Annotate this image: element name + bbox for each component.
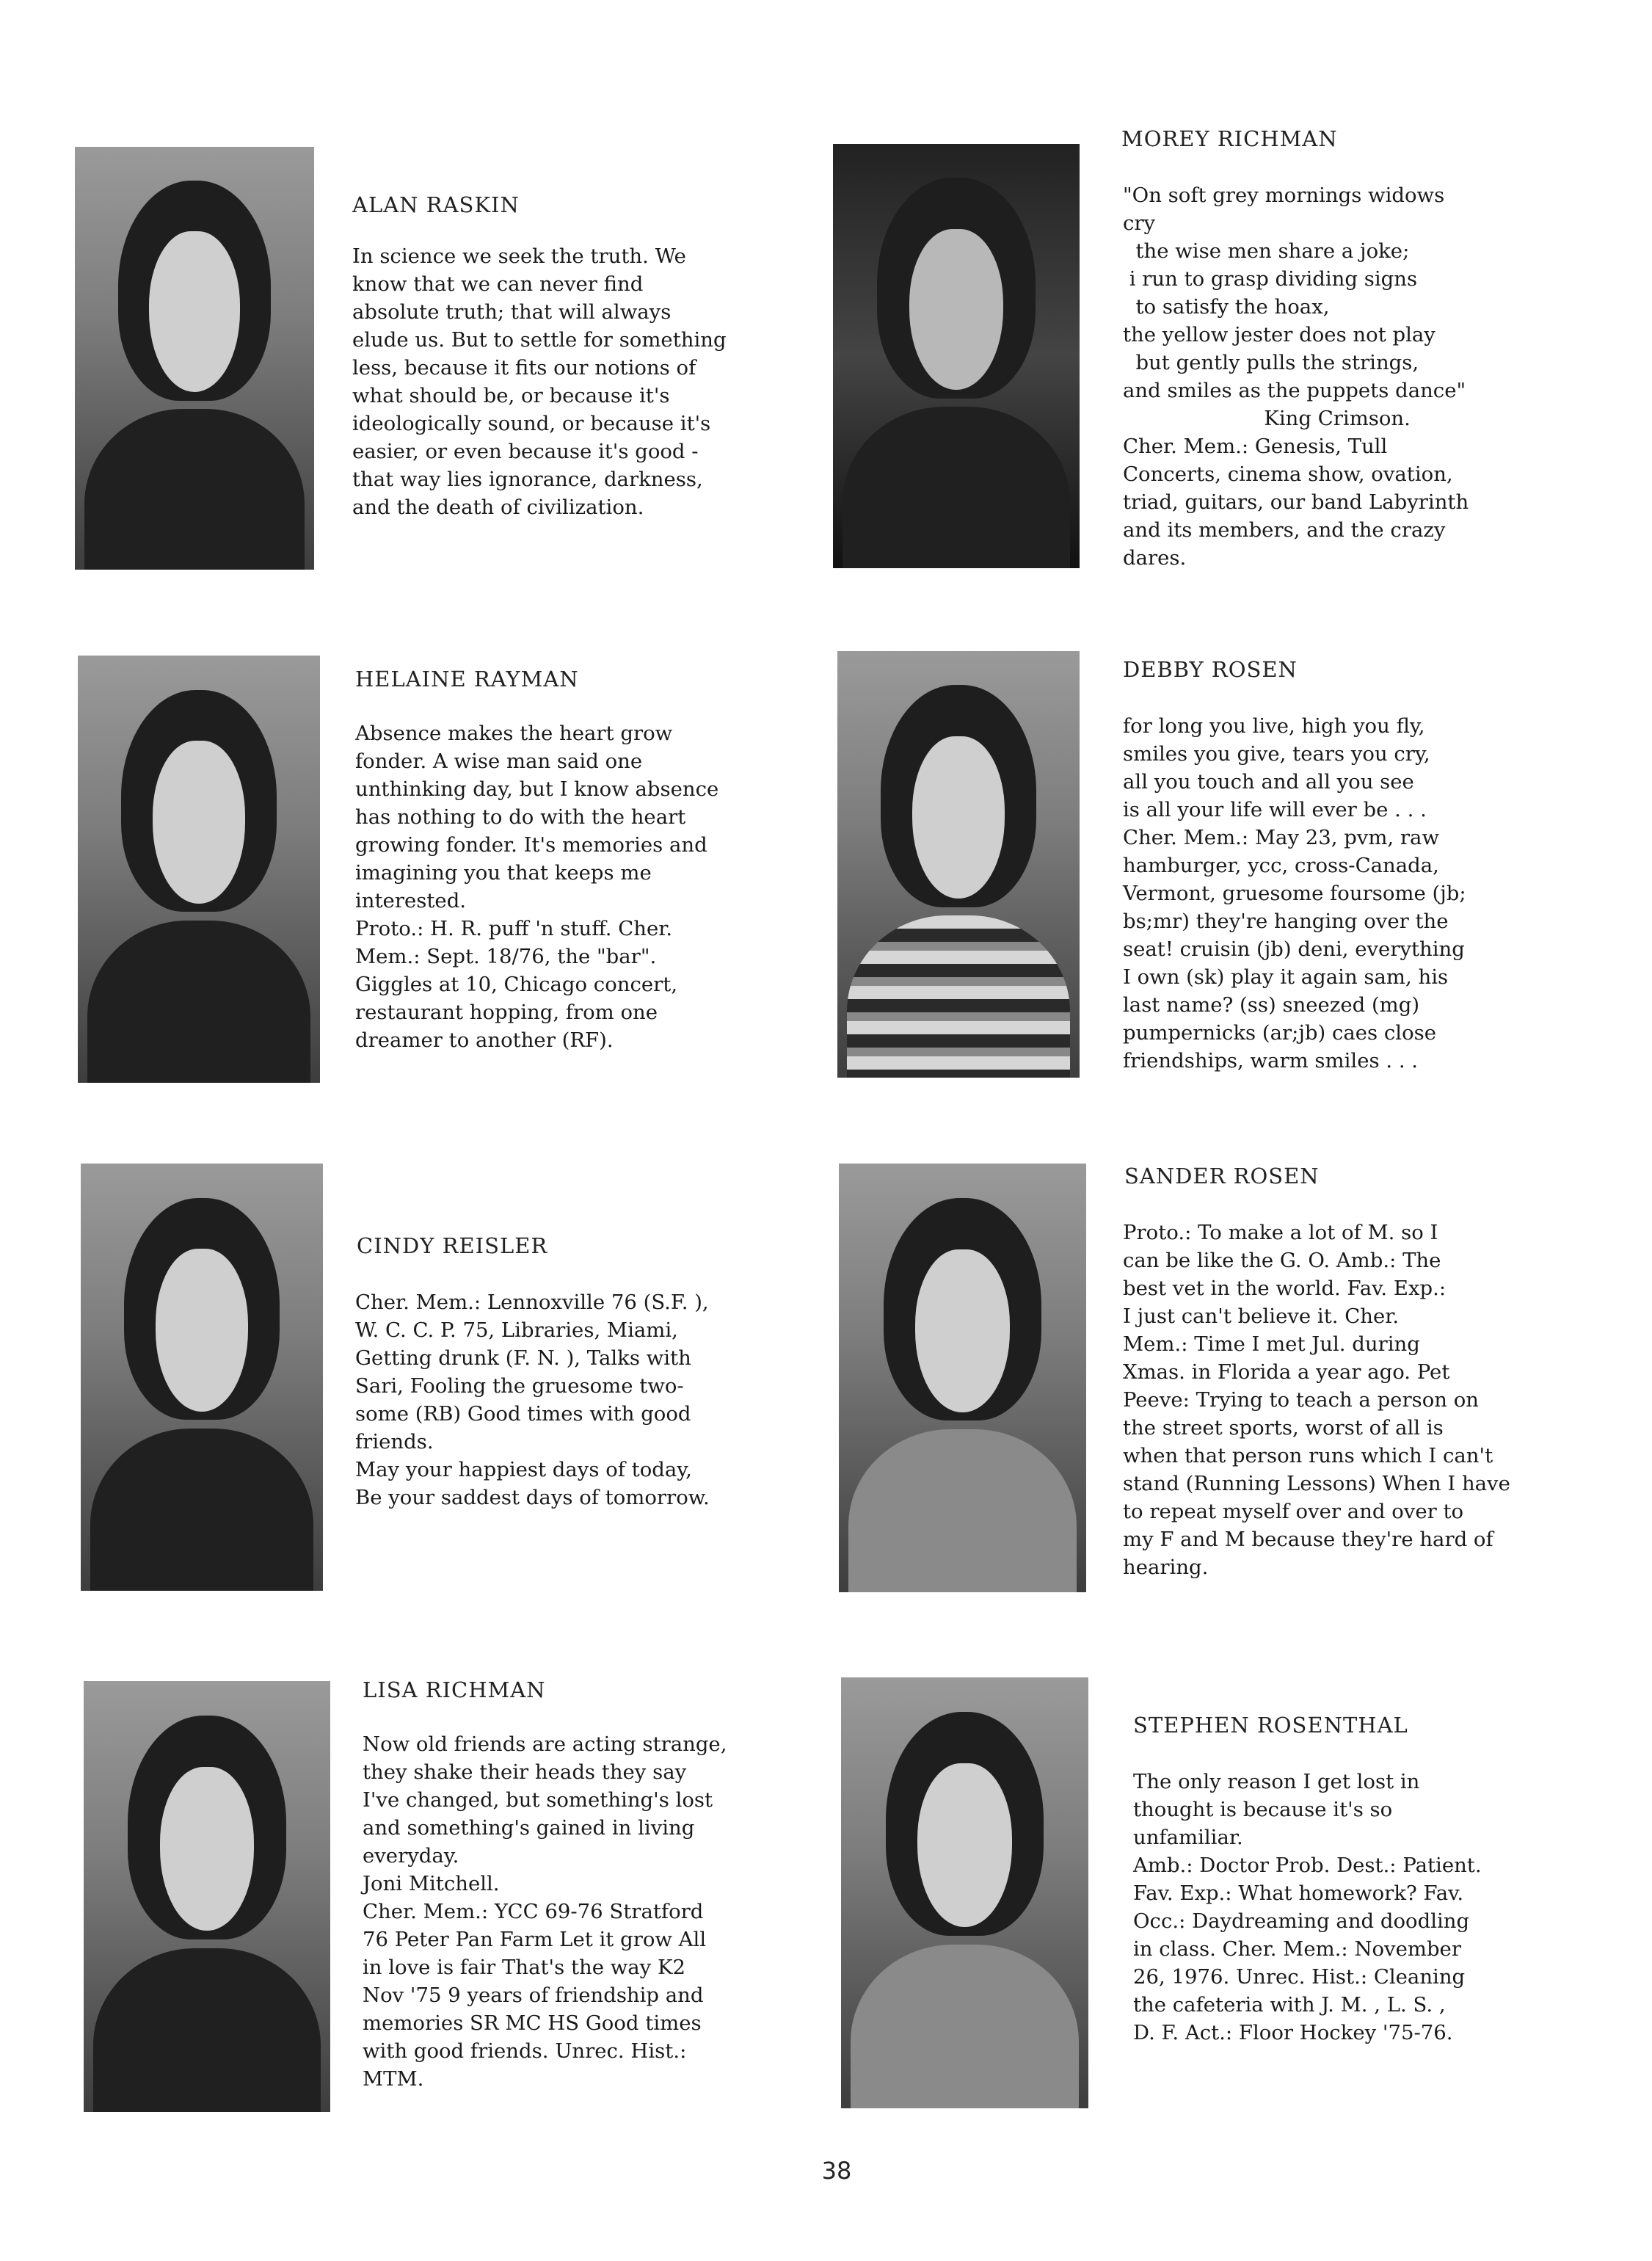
student-name: STEPHEN ROSENTHAL bbox=[1133, 1713, 1408, 1738]
student-quote: for long you live, high you fly, smiles you give, tears you cry, all you touch and all you see is all your life will ever be . . . Cher. Mem.: May 23, pvm, raw hamburger, ycc, cross-Canada, Vermont, gruesome foursome (jb; bs;mr) they're hanging over the seat! cruisin (jb) deni, everything I own (sk) play it again sam, his last name? (ss) sneezed (mg) pumpernicks (ar;jb) caes close friendships, warm smiles . . . bbox=[1123, 714, 1466, 1073]
portrait-photo-debby-rosen bbox=[837, 651, 1080, 1078]
student-quote: "On soft grey mornings widows cry the wise men share a joke; i run to grasp dividing signs to satisfy the hoax, the yellow jester does not play but gently pulls the strings, and smiles as the puppets dance" King Crimson. Cher. Mem.: Genesis, Tull Concerts, cinema show, ovation, triad, guitars, our band Labyrinth and its members, and the crazy dares. bbox=[1123, 184, 1469, 570]
student-quote: The only reason I get lost in thought is because it's so unfamiliar. Amb.: Doctor Prob. Dest.: Patient. Fav. Exp.: What homework? Fav. Occ.: Daydreaming and doodling in class. Cher. Mem.: November 26, 1976. Unrec. Hist.: Cleaning the cafeteria with J. M. , L. S. , D. F. Act.: Floor Hockey '75-76. bbox=[1133, 1770, 1482, 2044]
student-quote: Absence makes the heart grow fonder. A wise man said one unthinking day, but I know absence has nothing to do with the heart growing fonder. It's memories and imagining you that keeps me interested. Proto.: H. R. puff 'n stuff. Cher. Mem.: Sept. 18/76, the "bar". Giggles at 10, Chicago concert, restaurant hopping, from one dreamer to another (RF). bbox=[355, 722, 719, 1052]
portrait-photo-lisa-richman bbox=[84, 1681, 330, 2112]
portrait-photo-sander-rosen bbox=[839, 1164, 1086, 1592]
page-number: 38 bbox=[821, 2157, 852, 2185]
portrait-photo-morey-richman bbox=[833, 144, 1080, 568]
student-name: DEBBY ROSEN bbox=[1123, 657, 1298, 682]
student-name: CINDY REISLER bbox=[357, 1233, 548, 1258]
portrait-photo-stephen-rosenthal bbox=[841, 1677, 1088, 2108]
portrait-photo-cindy-reisler bbox=[81, 1164, 323, 1591]
student-name: LISA RICHMAN bbox=[363, 1677, 546, 1702]
student-quote: Cher. Mem.: Lennoxville 76 (S.F. ), W. C. C. P. 75, Libraries, Miami, Getting drunk (F. N. ), Talks with Sari, Fooling the gruesome two- some (RB) Good times with good friends. May your happiest days of today, Be your saddest days of tomorrow. bbox=[355, 1291, 710, 1509]
student-quote: Now old friends are acting strange, they shake their heads they say I've changed, but something's lost and something's gained in living everyday. Joni Mitchell. Cher. Mem.: YCC 69-76 Stratford 76 Peter Pan Farm Let it grow All in love is fair That's the way K2 Nov '75 9 years of friendship and memories SR MC HS Good times with good friends. Unrec. Hist.: MTM. bbox=[363, 1732, 727, 2091]
student-quote: In science we seek the truth. We know that we can never find absolute truth; that will always elude us. But to settle for something less, because it fits our notions of what should be, or because it's ideologically sound, or because it's easier, or even because it's good - that way lies ignorance, darkness, and the death of civilization. bbox=[352, 244, 727, 519]
portrait-photo-alan-raskin bbox=[75, 147, 314, 570]
student-name: SANDER ROSEN bbox=[1124, 1164, 1320, 1188]
student-name: ALAN RASKIN bbox=[352, 192, 520, 217]
student-name: HELAINE RAYMAN bbox=[355, 667, 579, 692]
student-quote: Proto.: To make a lot of M. so I can be like the G. O. Amb.: The best vet in the world. Fav. Exp.: I just can't believe it. Cher. Mem.: Time I met Jul. during Xmas. in Florida a year ago. Pet Peeve: Trying to teach a person on the street sports, worst of all is when that person runs which I can't stand (Running Lessons) When I have to repeat myself over and over to my F and M because they're hard of hearing. bbox=[1123, 1221, 1510, 1579]
portrait-photo-helaine-rayman bbox=[78, 656, 320, 1083]
student-name: MOREY RICHMAN bbox=[1121, 126, 1338, 151]
